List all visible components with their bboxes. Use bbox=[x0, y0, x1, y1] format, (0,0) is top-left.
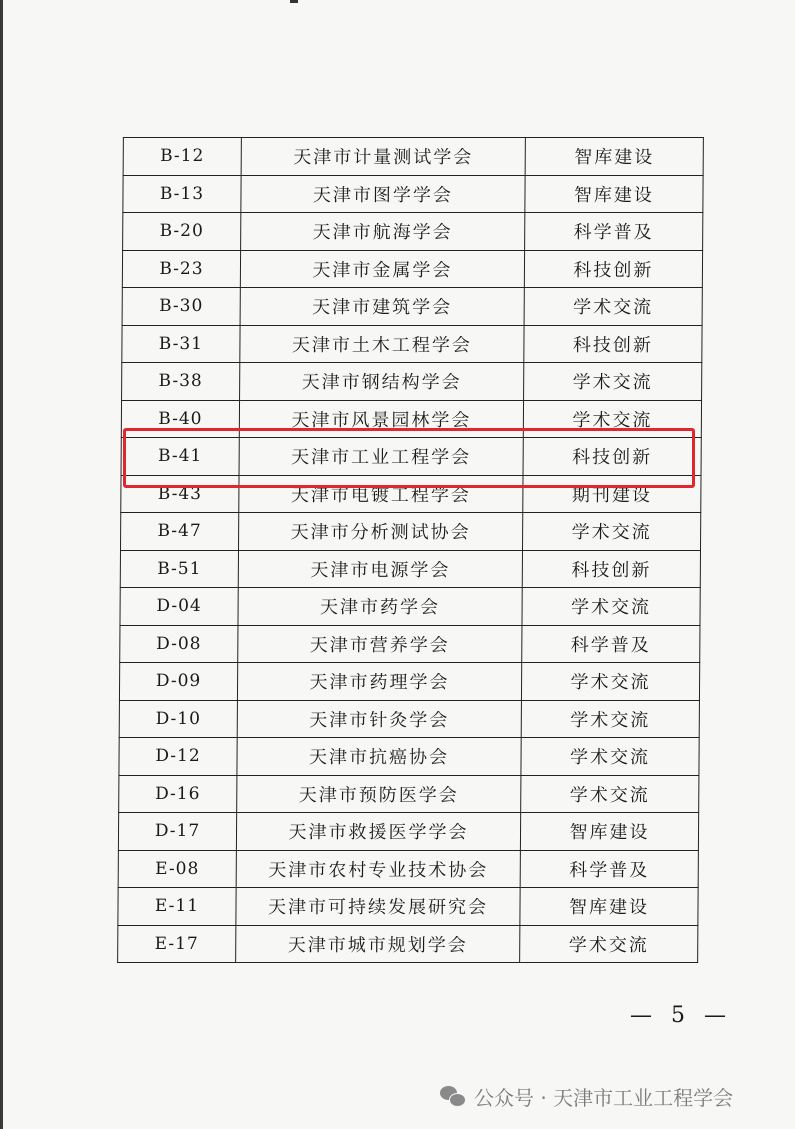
row-code: B-30 bbox=[122, 288, 240, 326]
row-name: 天津市钢结构学会 bbox=[240, 363, 524, 401]
table-row bbox=[122, 363, 702, 401]
watermark bbox=[440, 1082, 733, 1111]
row-name: 天津市航海学会 bbox=[241, 213, 525, 251]
row-name: 天津市城市规划学会 bbox=[236, 925, 520, 963]
table-row bbox=[120, 550, 700, 588]
row-code: B-12 bbox=[123, 138, 241, 176]
table-row bbox=[122, 250, 702, 288]
row-name: 天津市图学学会 bbox=[241, 175, 525, 213]
table-row bbox=[119, 663, 699, 701]
row-name: 天津市农村专业技术协会 bbox=[236, 850, 520, 888]
row-category: 学术交流 bbox=[521, 663, 699, 701]
row-code: D-09 bbox=[119, 663, 237, 701]
row-category: 智库建设 bbox=[525, 175, 703, 213]
watermark-text: 公众号 · 天津市工业工程学会 bbox=[474, 1086, 734, 1110]
row-code: B-38 bbox=[122, 363, 240, 401]
row-category: 学术交流 bbox=[522, 588, 700, 626]
row-name: 天津市药学会 bbox=[238, 588, 522, 626]
row-code: E-17 bbox=[118, 925, 236, 963]
row-category: 学术交流 bbox=[521, 738, 699, 776]
row-category: 科技创新 bbox=[524, 325, 702, 363]
row-name: 天津市土木工程学会 bbox=[240, 325, 524, 363]
row-code: D-08 bbox=[120, 625, 238, 663]
row-category: 期刊建设 bbox=[523, 475, 701, 513]
table-row bbox=[121, 400, 701, 438]
row-name: 天津市电镀工程学会 bbox=[239, 475, 523, 513]
row-name: 天津市可持续发展研究会 bbox=[236, 888, 520, 926]
row-category: 科学普及 bbox=[522, 625, 700, 663]
row-code: B-43 bbox=[121, 475, 239, 513]
table-row bbox=[121, 513, 701, 551]
table-row bbox=[121, 475, 701, 513]
table-row bbox=[123, 213, 703, 251]
table-row bbox=[123, 138, 703, 176]
row-code: B-40 bbox=[121, 400, 239, 438]
row-category: 智库建设 bbox=[525, 138, 703, 176]
society-table-body bbox=[118, 138, 704, 963]
row-code: D-16 bbox=[119, 775, 237, 813]
table-row bbox=[123, 175, 703, 213]
row-code: B-41 bbox=[121, 438, 239, 476]
row-code: B-47 bbox=[121, 513, 239, 551]
row-code: B-31 bbox=[122, 325, 240, 363]
row-name: 天津市工业工程学会 bbox=[239, 438, 523, 476]
table-row bbox=[118, 813, 698, 851]
row-name: 天津市计量测试学会 bbox=[241, 138, 525, 176]
row-category: 学术交流 bbox=[520, 925, 698, 963]
row-category: 学术交流 bbox=[524, 363, 702, 401]
table-row bbox=[119, 738, 699, 776]
row-name: 天津市救援医学学会 bbox=[236, 813, 520, 851]
page-number: — 5 — bbox=[630, 1003, 732, 1028]
row-code: D-10 bbox=[119, 700, 237, 738]
row-name: 天津市抗癌协会 bbox=[237, 738, 521, 776]
row-code: D-17 bbox=[118, 813, 236, 851]
table-row bbox=[118, 850, 698, 888]
table-row-highlighted bbox=[121, 438, 701, 476]
row-category: 学术交流 bbox=[521, 775, 699, 813]
scan-mark bbox=[290, 0, 298, 3]
row-name: 天津市针灸学会 bbox=[237, 700, 521, 738]
society-table bbox=[117, 137, 704, 963]
row-category: 学术交流 bbox=[524, 288, 702, 326]
table-row bbox=[119, 775, 699, 813]
table-row bbox=[118, 888, 698, 926]
table-row bbox=[120, 625, 700, 663]
scan-edge bbox=[0, 0, 3, 1129]
row-code: B-20 bbox=[123, 213, 241, 251]
row-category: 学术交流 bbox=[523, 400, 701, 438]
row-category: 智库建设 bbox=[520, 888, 698, 926]
row-code: E-08 bbox=[118, 850, 236, 888]
row-category: 科技创新 bbox=[522, 550, 700, 588]
row-name: 天津市分析测试协会 bbox=[239, 513, 523, 551]
row-name: 天津市建筑学会 bbox=[240, 288, 524, 326]
row-code: B-13 bbox=[123, 175, 241, 213]
row-code: D-04 bbox=[120, 588, 238, 626]
row-code: B-51 bbox=[120, 550, 238, 588]
row-code: B-23 bbox=[122, 250, 240, 288]
row-name: 天津市金属学会 bbox=[240, 250, 524, 288]
row-category: 科学普及 bbox=[525, 213, 703, 251]
row-category: 科技创新 bbox=[524, 250, 702, 288]
table-row bbox=[122, 325, 702, 363]
table-row bbox=[118, 925, 698, 963]
table-row bbox=[119, 700, 699, 738]
row-name: 天津市电源学会 bbox=[238, 550, 522, 588]
row-name: 天津市营养学会 bbox=[238, 625, 522, 663]
row-category: 学术交流 bbox=[523, 513, 701, 551]
table-row bbox=[120, 588, 700, 626]
table-row bbox=[122, 288, 702, 326]
row-code: D-12 bbox=[119, 738, 237, 776]
row-name: 天津市风景园林学会 bbox=[239, 400, 523, 438]
row-name: 天津市预防医学会 bbox=[237, 775, 521, 813]
row-code: E-11 bbox=[118, 888, 236, 926]
row-category: 智库建设 bbox=[520, 813, 698, 851]
row-name: 天津市药理学会 bbox=[237, 663, 521, 701]
row-category: 学术交流 bbox=[521, 700, 699, 738]
row-category: 科技创新 bbox=[523, 438, 701, 476]
wechat-icon bbox=[440, 1086, 466, 1108]
row-category: 科学普及 bbox=[520, 850, 698, 888]
